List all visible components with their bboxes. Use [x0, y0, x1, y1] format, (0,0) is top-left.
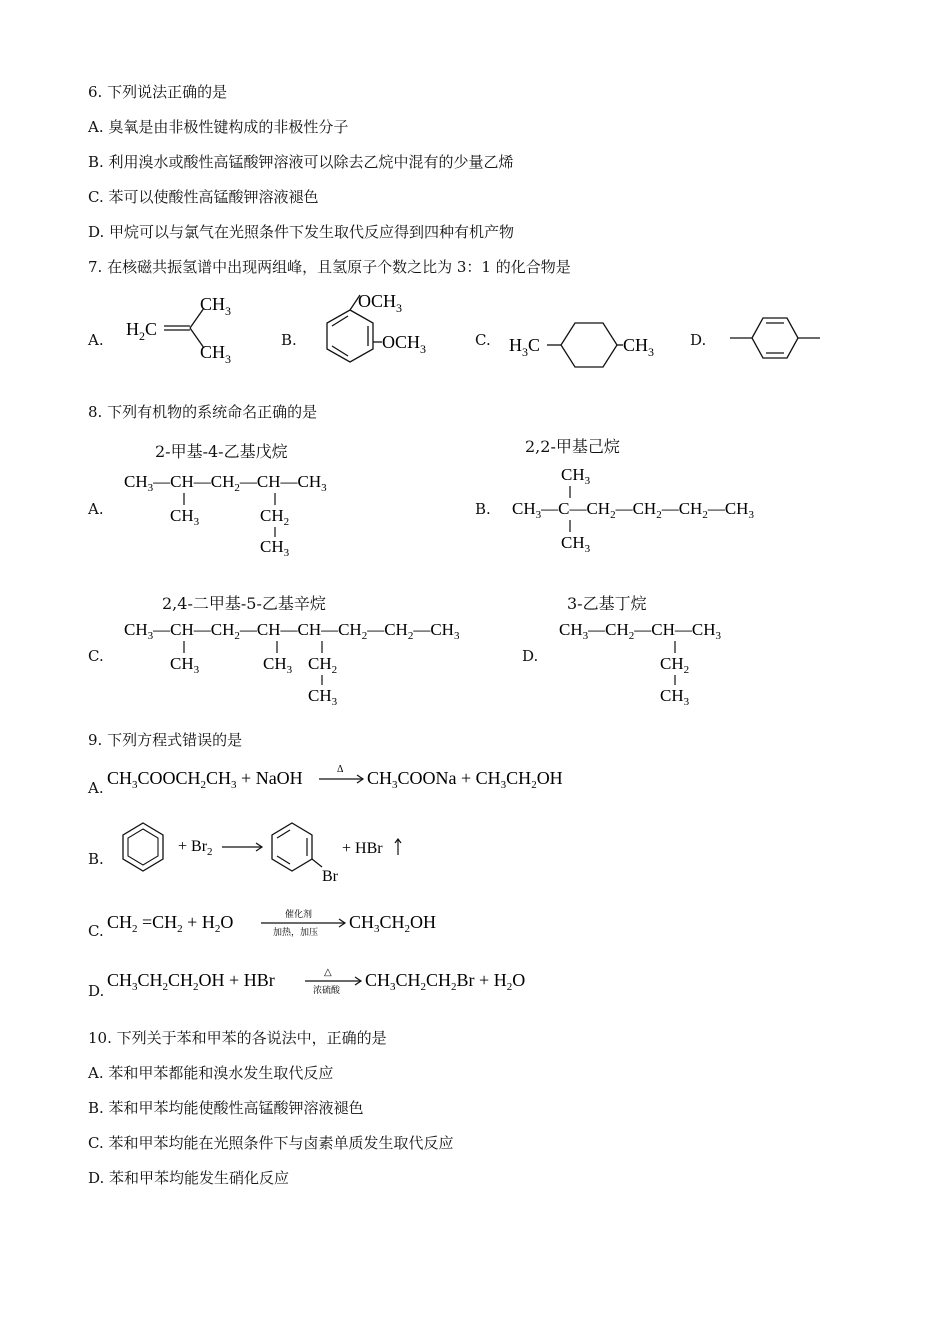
- q6-option-c: C. 苯可以使酸性高锰酸钾溶液褪色: [88, 188, 319, 206]
- q7-label-a: A.: [88, 331, 104, 349]
- q9-equation-a: [105, 760, 595, 796]
- q6-option-b: B. 利用溴水或酸性高锰酸钾溶液可以除去乙烷中混有的少量乙烯: [88, 153, 514, 171]
- q8-name-b: 2,2-甲基己烷: [525, 437, 620, 456]
- svg-text:CH3: $CH_3$: [200, 342, 232, 366]
- q8-label-d: D.: [522, 647, 539, 665]
- svg-text:CH2 =CH2 + H2O: $CH_2 =CH_2 + H_2O$: [107, 912, 234, 935]
- svg-text:CH3: $CH_3$: [308, 686, 338, 708]
- q8-name-c: 2,4-二甲基-5-乙基辛烷: [162, 594, 326, 613]
- q8-structure-b: [508, 460, 798, 560]
- svg-text:Br: Br: [322, 868, 338, 885]
- svg-text:CH3COONa + CH3CH2OH: $CH_3COONa + CH_3CH_2OH$: [367, 768, 563, 791]
- svg-text:CH3—CH—CH2—CH—CH—CH2—CH2—CH3: $CH_3—CH—CH_2—CH—CH—CH_2—CH_2—CH_3$: [124, 620, 460, 642]
- q8-structure-d: [555, 615, 775, 710]
- q8-structure-c: [120, 615, 500, 710]
- svg-text:CH3CH2CH2Br + H2O: $CH_3CH_2CH_2Br + H_2O$: [365, 970, 526, 993]
- q9-label-c: C.: [88, 922, 104, 940]
- svg-text:H3C: $H_3C$: [509, 335, 541, 359]
- q10-option-a: A. 苯和甲苯都能和溴水发生取代反应: [88, 1064, 334, 1082]
- svg-text:CH3: $CH_3$: [263, 654, 293, 676]
- svg-text:H2C: $H_2C$: [126, 319, 158, 343]
- svg-text:+ HBr: + HBr: [342, 840, 383, 857]
- q6-stem: 6. 下列说法正确的是: [88, 83, 228, 101]
- svg-text:+ Br2: + $Br_2$: [178, 838, 213, 858]
- q9-label-a: A.: [88, 779, 104, 797]
- q10-stem: 10. 下列关于苯和甲苯的各说法中，正确的是: [88, 1029, 387, 1047]
- q8-label-b: B.: [475, 500, 491, 518]
- q7-label-b: B.: [281, 331, 297, 349]
- q9-cond-c-bottom: 加热，加压: [273, 927, 319, 937]
- svg-text:CH3: $CH_3$: [200, 294, 232, 318]
- svg-text:CH3CH2CH2OH + HBr: $CH_3CH_2CH_2OH$ + HBr: [107, 970, 275, 993]
- svg-text:CH2: $CH_2$: [260, 506, 290, 528]
- svg-text:CH3: $CH_3$: [561, 465, 591, 487]
- svg-text:CH3COOCH2CH3 + NaOH: $CH_3COOCH_2CH_3$ + NaOH: [107, 768, 303, 791]
- svg-text:CH3—C—CH2—CH2—CH2—CH3: $CH_3—C—CH_2—CH_2—CH_2—CH_3$: [512, 499, 754, 521]
- q7-structure-b: [310, 285, 460, 370]
- svg-text:CH3: $CH_3$: [561, 533, 591, 555]
- q9-equation-b: [110, 815, 410, 890]
- svg-text:CH2: $CH_2$: [308, 654, 338, 676]
- q7-structure-c: [505, 315, 665, 375]
- q8-label-c: C.: [88, 647, 104, 665]
- q10-option-c: C. 苯和甲苯均能在光照条件下与卤素单质发生取代反应: [88, 1134, 454, 1152]
- q9-cond-d-bottom: 浓硫酸: [313, 985, 341, 995]
- q9-equation-c: [105, 904, 465, 944]
- q8-stem: 8. 下列有机物的系统命名正确的是: [88, 403, 318, 421]
- svg-text:CH3CH2OH: $CH_3CH_2OH$: [349, 912, 437, 935]
- svg-text:OCH3: $OCH_3$: [358, 291, 403, 315]
- q10-option-d: D. 苯和甲苯均能发生硝化反应: [88, 1169, 290, 1187]
- q9-cond-c-top: 催化剂: [285, 909, 313, 919]
- svg-text:CH3: $CH_3$: [260, 537, 290, 559]
- q9-label-d: D.: [88, 982, 105, 1000]
- svg-text:CH2: $CH_2$: [660, 654, 690, 676]
- q7-structure-d: [725, 310, 825, 370]
- q8-name-a: 2-甲基-4-乙基戊烷: [155, 442, 288, 461]
- svg-text:OCH3: $OCH_3$: [382, 332, 427, 356]
- q9-label-b: B.: [88, 850, 104, 868]
- q6-option-d: D. 甲烷可以与氯气在光照条件下发生取代反应得到四种有机产物: [88, 223, 515, 241]
- q8-label-a: A.: [88, 500, 104, 518]
- q8-structure-a: [120, 465, 350, 560]
- svg-text:CH3: $CH_3$: [623, 335, 655, 359]
- q9-cond-a: Δ: [337, 764, 344, 775]
- q7-structure-a: [120, 290, 250, 370]
- svg-text:CH3—CH2—CH—CH3: $CH_3—CH_2—CH—CH_3$: [559, 620, 721, 642]
- q7-stem: 7. 在核磁共振氢谱中出现两组峰，且氢原子个数之比为 3：1 的化合物是: [88, 258, 571, 276]
- q9-equation-d: [105, 962, 565, 1002]
- svg-text:CH3—CH—CH2—CH—CH3: $CH_3—CH—CH_2—CH—CH_3$: [124, 472, 327, 494]
- q10-option-b: B. 苯和甲苯均能使酸性高锰酸钾溶液褪色: [88, 1099, 364, 1117]
- svg-text:CH3: $CH_3$: [170, 654, 200, 676]
- svg-text:CH3: $CH_3$: [170, 506, 200, 528]
- q8-name-d: 3-乙基丁烷: [567, 594, 647, 613]
- q9-stem: 9. 下列方程式错误的是: [88, 731, 243, 749]
- q6-option-a: A. 臭氧是由非极性键构成的非极性分子: [88, 118, 349, 136]
- svg-text:CH3: $CH_3$: [660, 686, 690, 708]
- q7-label-d: D.: [690, 331, 707, 349]
- q7-label-c: C.: [475, 331, 491, 349]
- q9-cond-d-top: △: [324, 967, 332, 978]
